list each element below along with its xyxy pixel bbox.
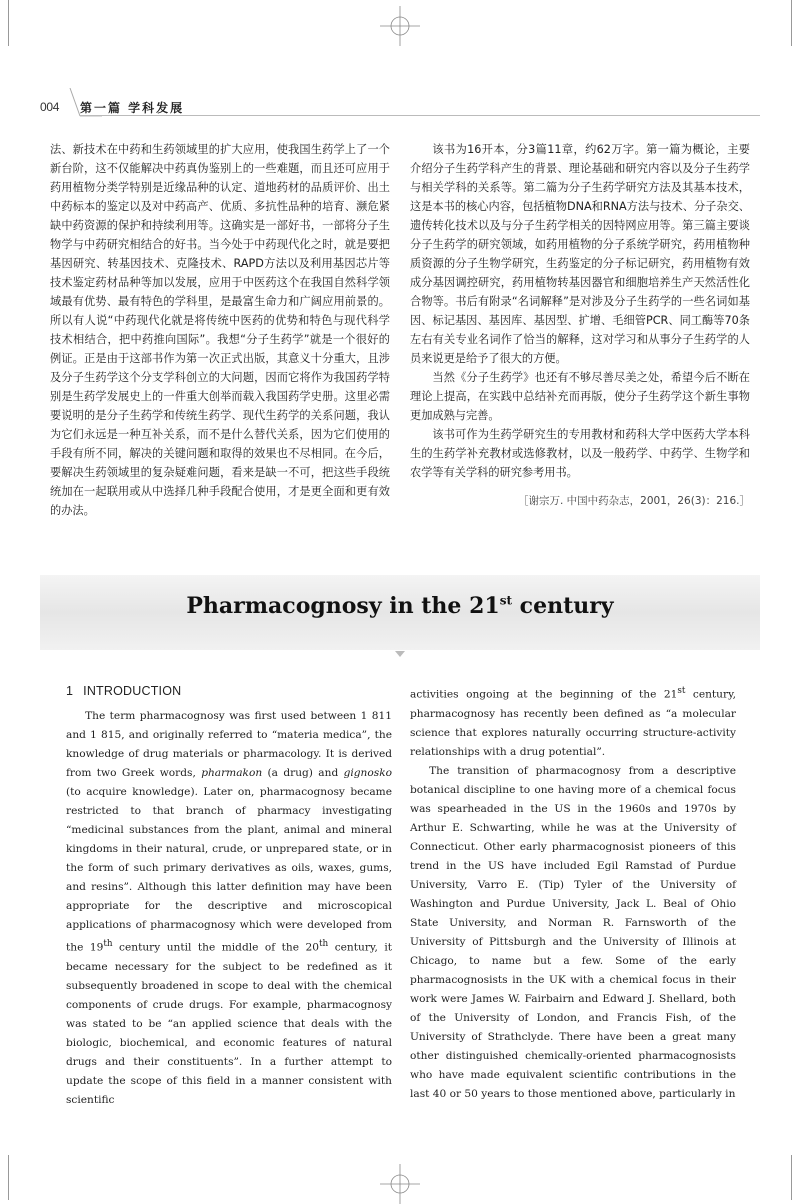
english-paragraph (66, 707, 392, 1110)
italic-term: gignosko (343, 767, 392, 779)
text-run: (to acquire knowledge). Later on, pharmacognosy became restricted to that branch of pharmacy investigating “medicinal substances from the plant, animal and mineral kingdoms in their natural, crude, or unprepared state, or in the form of such primary derivatives as oils, waxes, gums, and resins”. Although this latter definition may have been appropriate for the descriptive and microscopical applications of pharmacognosy which were developed from the 19 (66, 786, 392, 954)
article-title-main: Pharmacognosy in the 21 (186, 593, 500, 619)
article-title-superscript: st (499, 593, 513, 608)
section-title: 第一篇 学科发展 (80, 101, 185, 115)
english-paragraph (410, 682, 736, 762)
ordinal-superscript: th (103, 939, 113, 949)
text-run: century, pharmacognosy has recently been defined as “a molecular science that explores naturally occurring structure-activity relationships with a drug potential”. (410, 688, 737, 758)
chinese-column-right (410, 140, 750, 511)
running-header (40, 88, 760, 118)
crop-line-right-top (791, 0, 792, 46)
crosshair-registration-mark-top (380, 6, 420, 46)
english-column-left (66, 682, 392, 1110)
chinese-paragraph: 该书为16开本，分3篇11章，约62万字。第一篇为概论，主要介绍分子生药学科产生的背景、理论基础和研究内容以及分子生药学与相关学科的关系等。第二篇为分子生药学研究方法及其基本技术，这是本书的核心内容，包括植物DNA和RNA方法与技术、分子杂交、遗传转化技术以及与分子生药学相关的因特网应用等。第三篇主要谈分子生药学的研究领域，如药用植物的分子系统学研究，药用植物种质资源的分子生物学研究，生药鉴定的分子标记研究，药用植物有效成分基因调控研究，药用植物转基因器官和细胞培养生产天然活性化合物等。书后有附录“名词解释”是对涉及分子生药学的一些名词如基因、标记基因、基因库、基因型、扩增、毛细管PCR、同工酶等70条左右有关专业名词作了恰当的解释，这对学习和从事分子生药学的人员来说更是给予了很大的方便。 (410, 143, 750, 365)
article-title-end: century (512, 593, 614, 619)
section-number: 1 (66, 684, 74, 698)
triangle-down-icon (394, 650, 406, 658)
chinese-paragraph: 法、新技术在中药和生药领域里的扩大应用，使我国生药学上了一个新台阶，这不仅能解决中药真伪鉴别上的一些难题，而且还可应用于药用植物分类学特别是近缘品种的认定、道地药材的品质评价、出土中药标本的鉴定以及对中药高产、优质、多抗性品种的培育、濒危紧缺中药资源的保护和持续利用等。这确实是一部好书，一部将分子生物学与中药研究相结合的好书。当今处于中药现代化之时，就是要把基因研究、转基因技术、克隆技术、RAPD方法以及利用基因芯片等技术鉴定药材品种等加以发展，应用于中医药这个在我国自然科学领域最有优势、最有特色的学科里，是最富生命力和广阔应用前景的。所以有人说“中药现代化就是将传统中医药的优势和特色与现代科学技术相结合，把中药推向国际”。我想“分子生药学”就是一个很好的例证。正是由于这部书作为第一次正式出版，其意义十分重大，且涉及分子生药学这个分支学科创立的大问题，因而它将作为我国药学特别是生药学发展史上的一件重大创举而载入我国药学史册。这里必需要说明的是分子生药学和传统生药学、现代生药学的关系问题，我认为它们永远是一种互补关系，而不是什么替代关系，因为它们使用的手段有所不同，解决的关键问题和取得的效果也不尽相同。在今后，要解决生药领域里的复杂疑难问题，看来是缺一不可，把这些手段统统加在一起联用或从中选择几种手段配合使用，才是更全面和更有效的办法。 (50, 143, 390, 517)
ordinal-superscript: st (677, 686, 686, 696)
chinese-paragraph: 当然《分子生药学》也还有不够尽善尽美之处，希望今后不断在理论上提高，在实践中总结补充而再版，使分子生药学这个新生事物更加成熟与完善。 (410, 371, 750, 422)
article-title (40, 593, 760, 619)
crop-line-left-top (8, 0, 9, 46)
crop-line-left-bottom (8, 1155, 9, 1200)
header-rule (80, 115, 760, 116)
crosshair-registration-mark-bottom (380, 1164, 420, 1204)
english-column-right (410, 682, 736, 1104)
crop-line-right-bottom (791, 1155, 792, 1200)
text-run: century, it became necessary for the subject to be redefined as it subsequently broadened in scope to deal with the chemical components of crude drugs. For example, pharmacognosy was stated to be “an applied science that deals with the biologic, biochemical, and economic features of natural drugs and their constituents”. In a further attempt to update the scope of this field in a manner consistent with scientific (66, 941, 392, 1106)
citation: ［谢宗万. 中国中药杂志，2001，26(3)：216.］ (517, 495, 750, 507)
section-heading (66, 682, 392, 701)
italic-term: pharmakon (201, 767, 263, 779)
page-number: 004 (40, 100, 60, 114)
chinese-column-left (50, 140, 390, 520)
text-run: The term pharmacognosy was first used between 1 811 and 1 815, and originally referred to “materia medica”, the knowledge of drug materials or pharmacology. It is derived from two Greek words, (66, 710, 392, 779)
text-run: activities ongoing at the beginning of the 21 (410, 688, 678, 701)
chinese-paragraph: 该书可作为生药学研究生的专用教材和药科大学中医药大学本科生的生药学补充教材或选修教材，以及一般药学、中药学、生物学和农学等有关学科的研究参考用书。 (410, 428, 750, 479)
ordinal-superscript: th (319, 939, 329, 949)
text-run: (a drug) and (262, 767, 344, 779)
section-heading-text: INTRODUCTION (83, 684, 182, 698)
english-paragraph: The transition of pharmacognosy from a descriptive botanical discipline to one having more of a chemical focus was spearheaded in the US in the 1960s and 1970s by Arthur E. Schwarting, while he was at the University of Connecticut. Other early pharmacognosist pioneers of this trend in the US have included Egil Ramstad of Purdue University, Varro E. (Tip) Tyler of the University of Washington and Purdue University, Jack L. Beal of Ohio State University, and Norman R. Farnsworth of the University of Pittsburgh and the University of Illinois at Chicago, to name but a few. Some of the early pharmacognosists in the UK with a chemical focus in their work were James W. Fairbairn and Edward J. Shellard, both of the University of London, and Francis Fish, of the University of Strathclyde. There have been a great many other distinguished chemically-oriented pharmacognosists who have made equivalent scientific contributions in the last 40 or 50 years to those mentioned above, particularly in (410, 764, 736, 1100)
text-run: century until the middle of the 20 (112, 941, 319, 954)
article-title-band (40, 575, 760, 650)
